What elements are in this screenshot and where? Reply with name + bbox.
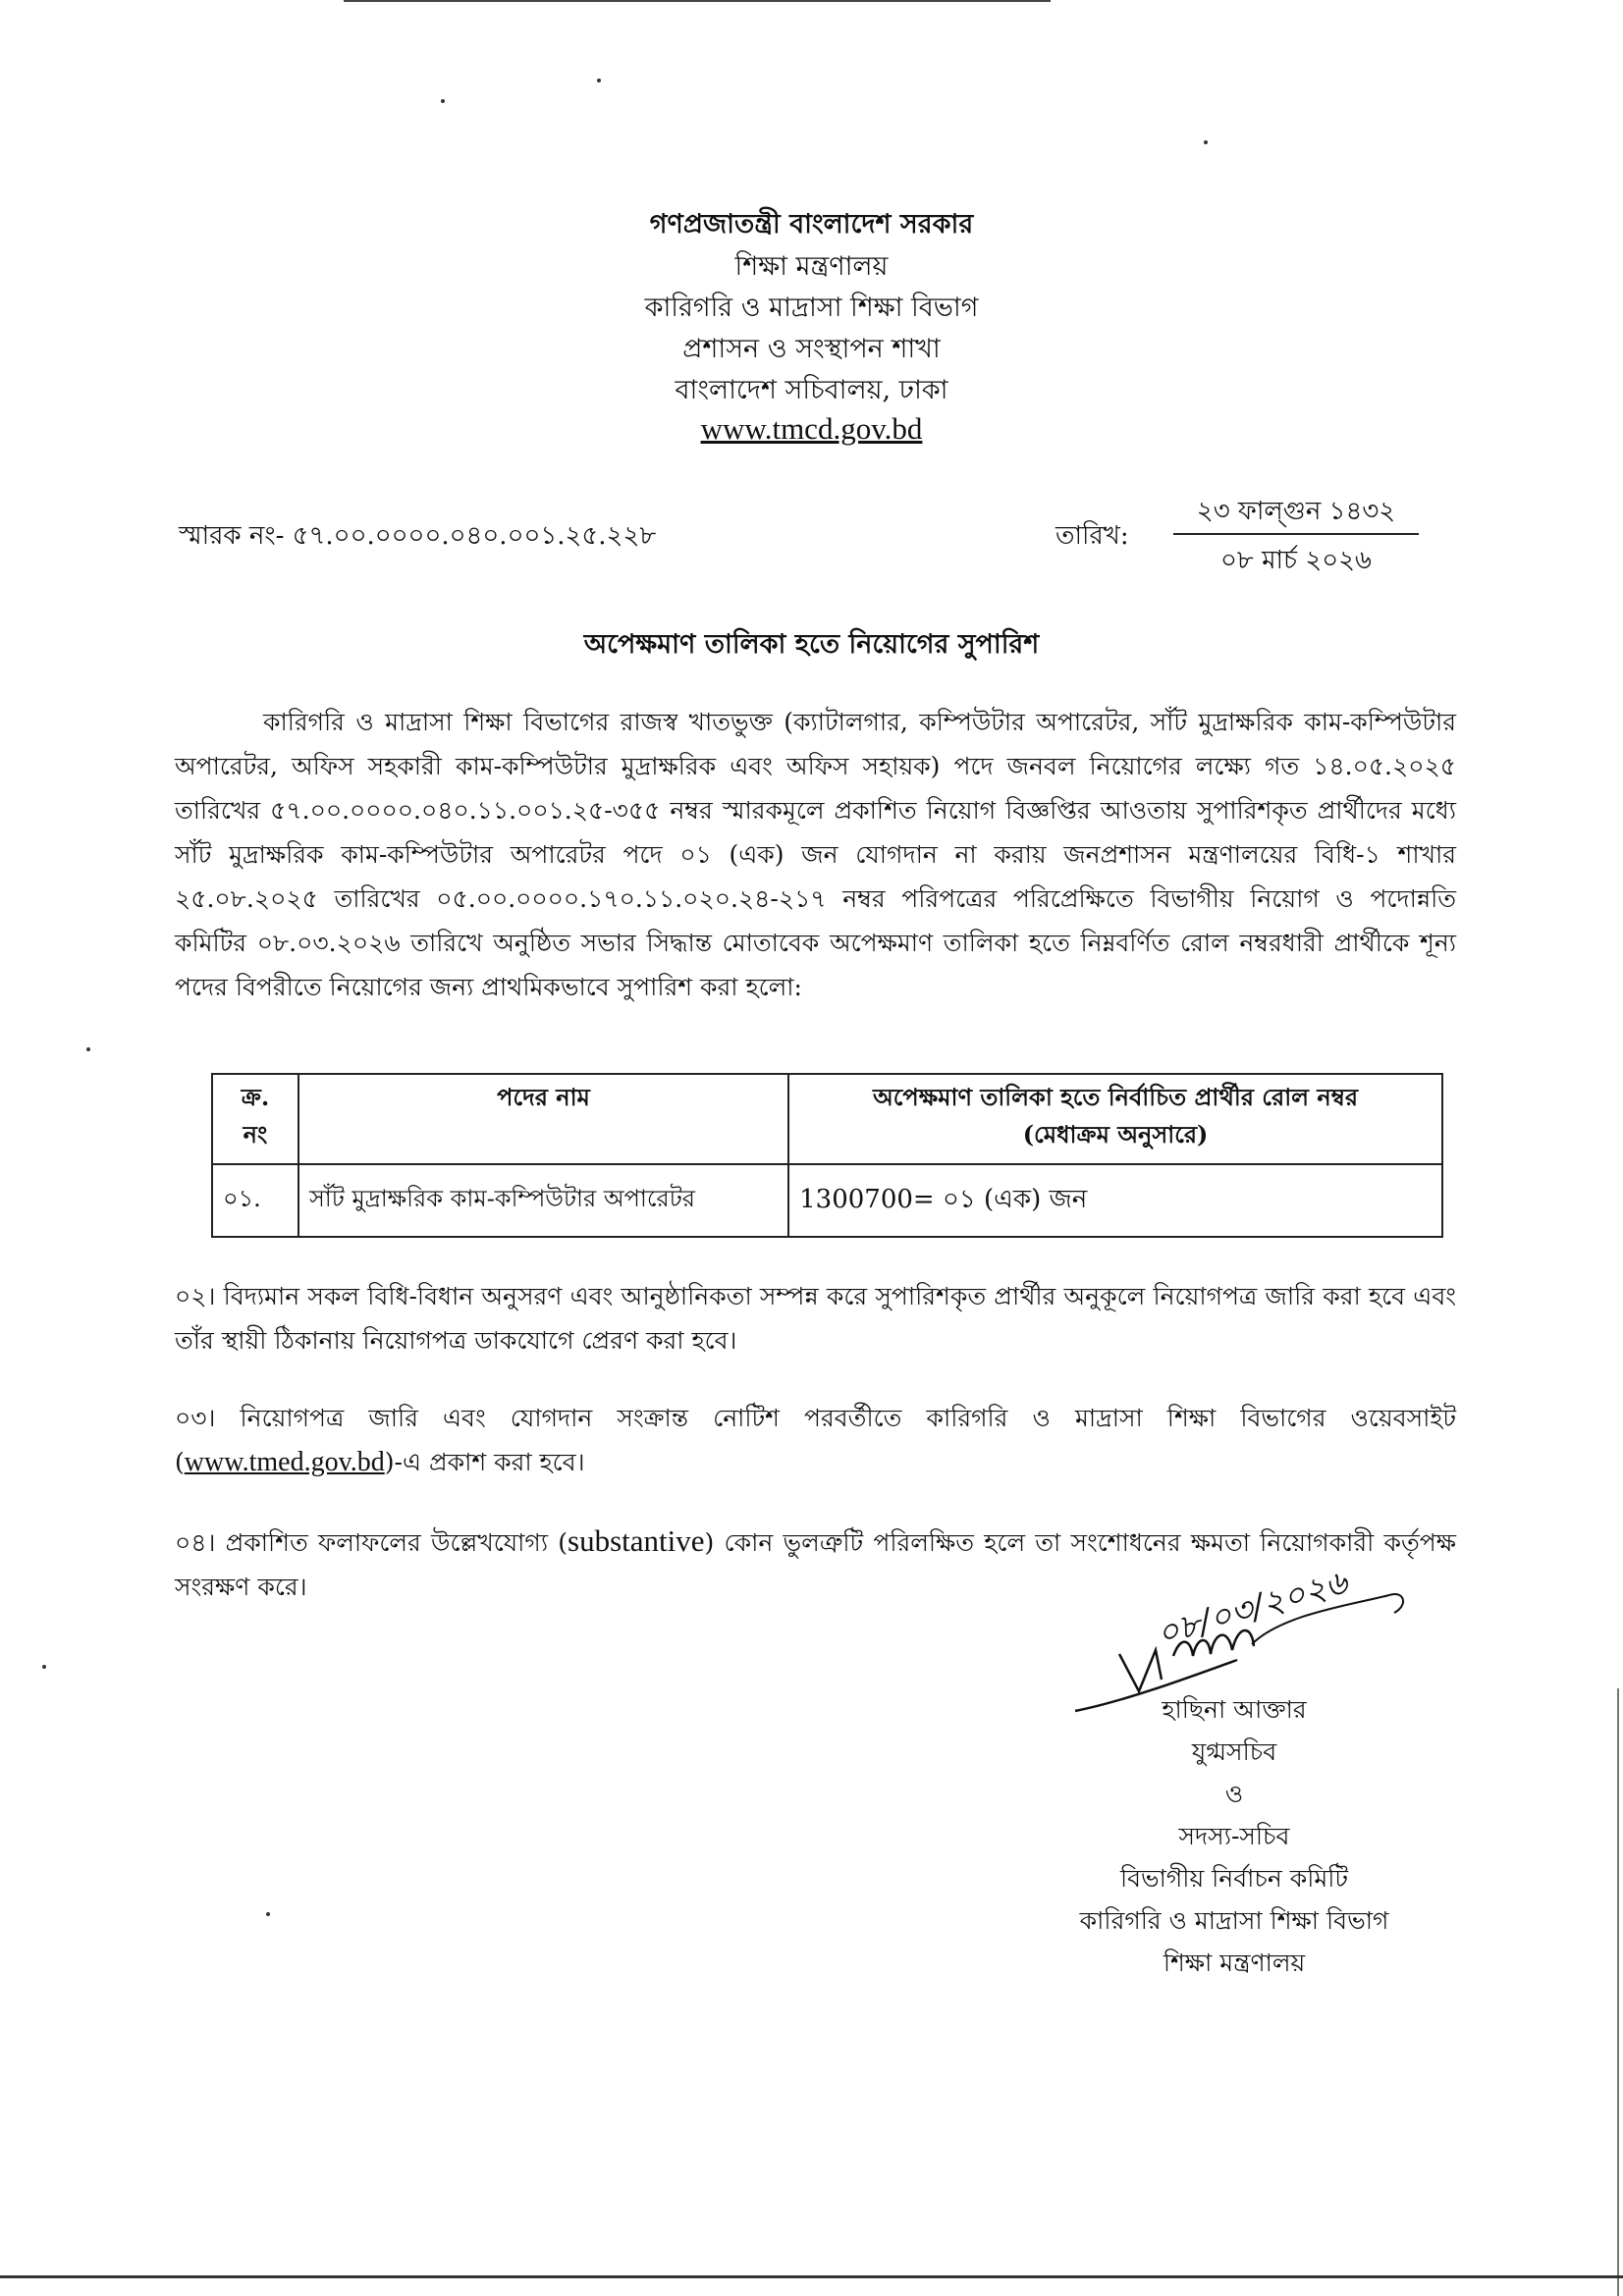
handwritten-date: ০৮/০৩/২০২৬ [1152,1562,1352,1655]
table-row [212,1164,1442,1237]
scan-edge-line [1617,1688,1619,2296]
date-divider [1173,533,1419,535]
division-name: কারিগরি ও মাদ্রাসা শিক্ষা বিভাগ [644,293,979,323]
memo-reference [179,515,656,559]
table-header-row [212,1074,1442,1164]
clause-3-link[interactable]: www.tmed.gov.bd [184,1447,385,1477]
bottom-rule [0,2275,1623,2278]
branch-name: প্রশাসন ও সংস্থাপন শাখা [682,334,941,364]
clause-3-pre: ০৩। নিয়োগপত্র জারি এবং যোগদান সংক্রান্ত নোটিশ পরবর্তীতে কারিগরি ও মাদ্রাসা শিক্ষা বিভাগের ওয়েবসাইট ( [175,1404,1456,1476]
col-serial-line2: নং [243,1120,268,1148]
scan-dot [597,79,601,82]
scan-dot [86,1047,90,1051]
scan-dot [441,99,445,103]
col-post: পদের নাম [298,1074,788,1164]
body-paragraph [175,700,1456,1009]
top-rule [344,0,1051,2]
clause-4-post: ) কোন ভুলত্রুটি পরিলক্ষিত হলে তা সংশোধনের ক্ষমতা নিয়োগকারী কর্তৃপক্ষ সংরক্ষণ করে। [175,1528,1456,1601]
body-text: কারিগরি ও মাদ্রাসা শিক্ষা বিভাগের রাজস্ব খাতভুক্ত (ক্যাটালগার, কম্পিউটার অপারেটর, সাঁট মুদ্রাক্ষরিক কাম-কম্পিউটার অপারেটর, অফিস সহকারী কাম-কম্পিউটার মুদ্রাক্ষরিক এবং অফিস সহায়ক) পদে জনবল নিয়োগের লক্ষ্যে গত ১৪.০৫.২০২৫ তারিখের ৫৭.০০.০০০০.০৪০.১১.০০১.২৫-৩৫৫ নম্বর স্মারকমূলে প্রকাশিত নিয়োগ বিজ্ঞপ্তির আওতায় সুপারিশকৃত প্রার্থীদের মধ্যে সাঁট মুদ্রাক্ষরিক কাম-কম্পিউটার অপারেটর পদে ০১ (এক) জন যোগদান না করায় জনপ্রশাসন মন্ত্রণালয়ের বিধি-১ শাখার ২৫.০৮.২০২৫ তারিখের ০৫.০০.০০০০.১৭০.১১.০২০.২৪-২১৭ নম্বর পরিপত্রের পরিপ্রেক্ষিতে বিভাগীয় নিয়োগ ও পদোন্নতি কমিটির ০৮.০৩.২০২৬ তারিখে অনুষ্ঠিত সভার সিদ্ধান্ত মোতাবেক অপেক্ষমাণ তালিকা হতে নিম্নবর্ণিত রোল নম্বরধারী প্রার্থীকে শূন্য পদের বিপরীতে নিয়োগের জন্য প্রাথমিকভাবে সুপারিশ করা হলো: [175,708,1456,1001]
signatory-name: হাছিনা আক্তার [1162,1695,1307,1724]
memo-ref-number: ৫৭.০০.০০০০.০৪০.০০১.২৫.২২৮ [292,521,657,551]
cell-post: সাঁট মুদ্রাক্ষরিক কাম-কম্পিউটার অপারেটর [298,1164,788,1237]
signatory-conjunction: ও [1224,1780,1244,1808]
col-roll-line1: অপেক্ষমাণ তালিকা হতে নির্বাচিত প্রার্থীর রোল নম্বর [873,1083,1359,1111]
col-roll [788,1074,1442,1164]
subject-title: অপেক্ষমাণ তালিকা হতে নিয়োগের সুপারিশ [583,629,1040,660]
clause-3-post: )-এ প্রকাশ করা হবে। [384,1448,585,1476]
scan-dot [1204,140,1208,144]
col-roll-line2: (মেধাক্রম অনুসারে) [1022,1120,1209,1148]
cell-roll: 1300700= ০১ (এক) জন [788,1164,1442,1237]
signatory-ministry: শিক্ষা মন্ত্রণালয় [1163,1949,1306,1977]
date-label: তারিখ: [1055,521,1129,551]
cell-serial: ০১. [212,1164,298,1237]
website-link[interactable]: www.tmcd.gov.bd [700,411,923,446]
scan-dot [266,1912,270,1916]
signatory-role: সদস্য-সচিব [1178,1822,1290,1850]
ministry-name: শিক্ষা মন্ত্রণালয় [734,251,889,282]
date-english: ০৮ মার্চ ২০২৬ [1220,546,1372,575]
scan-dot [42,1665,46,1669]
date-bangla: ২৩ ফাল্গুন ১৪৩২ [1196,497,1396,526]
clause-4-pre: ০৪। প্রকাশিত ফলাফলের উল্লেখযোগ্য ( [175,1528,568,1557]
clause-4-term: substantive [568,1523,705,1558]
signatory-committee: বিভাগীয় নির্বাচন কমিটি [1119,1864,1349,1893]
govt-title: গণপ্রজাতন্ত্রী বাংলাদেশ সরকার [649,209,974,240]
clause-2: ০২। বিদ্যমান সকল বিধি-বিধান অনুসরণ এবং আনুষ্ঠানিকতা সম্পন্ন করে সুপারিশকৃত প্রার্থীর অনুকূলে নিয়োগপত্র জারি করা হবে এবং তাঁর স্থায়ী ঠিকানায় নিয়োগপত্র ডাকযোগে প্রেরণ করা হবে। [175,1282,1456,1355]
clause-3 [175,1396,1456,1484]
office-address: বাংলাদেশ সচিবালয়, ঢাকা [675,375,948,405]
col-serial-line1: ক্র. [241,1083,270,1111]
col-serial [212,1074,298,1164]
signatory-division: কারিগরি ও মাদ্রাসা শিক্ষা বিভাগ [1079,1906,1389,1935]
memo-ref-label: স্মারক নং- [179,521,285,551]
recommendation-table [211,1073,1443,1238]
signatory-designation: যুগ্মসচিব [1191,1737,1277,1766]
